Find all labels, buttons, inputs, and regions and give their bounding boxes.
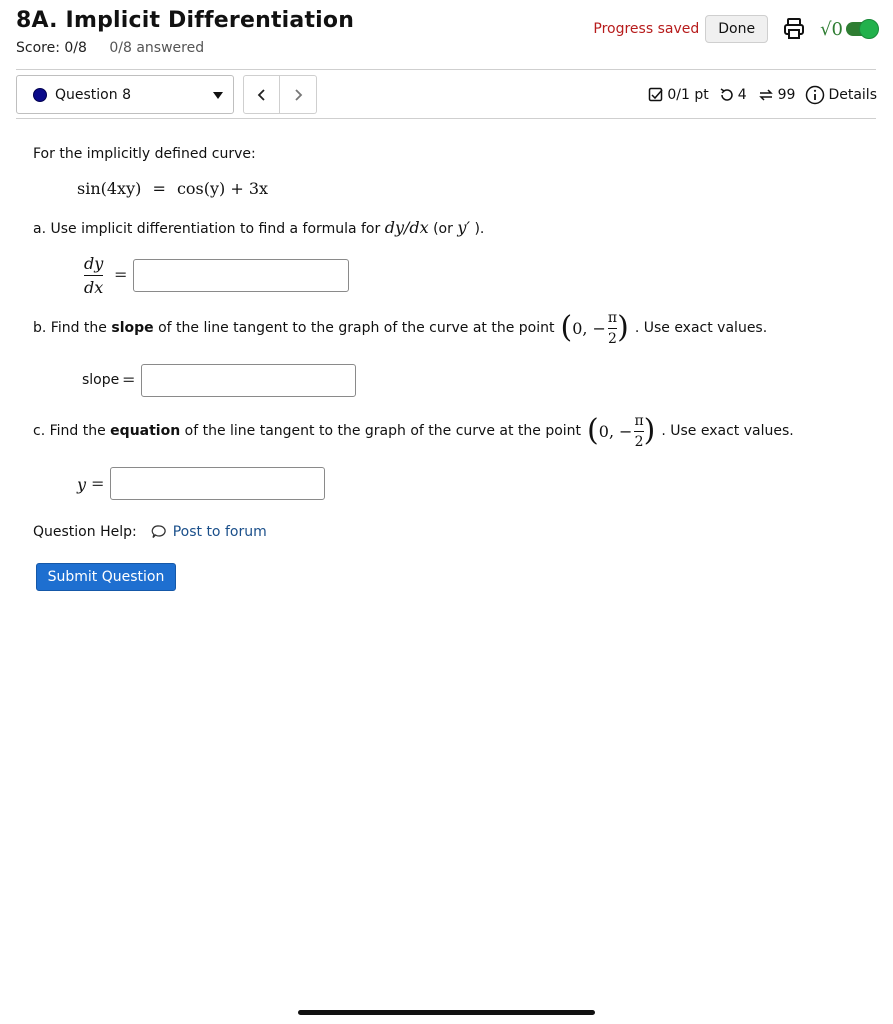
fraction-bar — [84, 275, 103, 276]
post-to-forum-label: Post to forum — [172, 524, 267, 540]
fraction-bar — [608, 328, 617, 329]
part-c-middle: of the line tangent to the graph of the curve at the point — [180, 423, 582, 439]
submit-question-button[interactable]: Submit Question — [36, 563, 176, 591]
dydx-frac — [84, 254, 103, 297]
next-question-button[interactable] — [280, 75, 317, 114]
retry-icon — [719, 87, 735, 103]
question-nav-buttons — [243, 75, 317, 114]
question-intro: For the implicitly defined curve: — [33, 146, 256, 162]
header-actions — [593, 14, 876, 44]
part-c-prompt — [33, 411, 794, 451]
divider-top — [16, 69, 876, 70]
part-a-middle: (or — [428, 221, 458, 237]
answered-count: 0/8 answered — [109, 40, 205, 56]
chevron-left-icon — [257, 88, 267, 102]
points-value: 0/1 pt — [667, 87, 709, 103]
point-c — [587, 413, 655, 450]
point-b-x: 0, — [572, 318, 588, 338]
done-button[interactable]: Done — [705, 15, 768, 43]
part-b-suffix: . Use exact values. — [634, 320, 768, 336]
question-select-label: Question 8 — [55, 86, 131, 103]
paren-open: ( — [587, 413, 599, 448]
y-label: y — [77, 475, 87, 494]
dydx-equals: = — [114, 265, 128, 284]
previous-question-button[interactable] — [243, 75, 280, 114]
point-c-frac — [634, 413, 643, 450]
divider-nav — [16, 118, 876, 119]
checkbox-icon — [648, 87, 664, 103]
part-a-dydx: dy/dx — [384, 218, 429, 237]
page-title: 8A. Implicit Differentiation — [16, 8, 355, 33]
printer-icon[interactable] — [782, 17, 806, 41]
versions-value: 99 — [777, 87, 796, 103]
page-header — [16, 6, 876, 62]
slope-label: slope — [82, 372, 120, 388]
speech-bubble-icon — [151, 524, 167, 540]
equation-equals: = — [152, 179, 166, 198]
part-a-prompt — [33, 218, 484, 237]
part-a-suffix: ). — [470, 221, 485, 237]
attempts-indicator — [719, 87, 747, 103]
slope-equals: = — [122, 370, 136, 389]
point-b-num: π — [607, 309, 618, 326]
curve-equation — [77, 179, 268, 198]
dydx-numerator: dy — [84, 254, 104, 273]
math-display-toggle[interactable] — [820, 19, 876, 40]
point-c-x: 0, — [598, 421, 615, 441]
paren-close: ) — [643, 413, 656, 448]
part-a-prefix: a. Use implicit differentiation to find a formula for — [33, 221, 385, 237]
part-b-bold: slope — [111, 320, 154, 336]
point-b-den: 2 — [608, 330, 617, 347]
swap-icon — [757, 87, 775, 103]
details-label: Details — [828, 87, 877, 103]
dydx-fraction — [84, 254, 103, 297]
toggle-switch[interactable] — [846, 22, 876, 36]
versions-indicator — [757, 87, 796, 103]
point-b-minus: − — [592, 318, 606, 338]
attempts-value: 4 — [737, 87, 747, 103]
part-c-prefix: c. Find the — [33, 423, 111, 439]
point-c-den: 2 — [634, 433, 644, 450]
point-b — [561, 310, 629, 347]
sqrt-icon: √0 — [820, 18, 843, 40]
part-c-suffix: . Use exact values. — [661, 423, 794, 439]
part-c-bold: equation — [110, 423, 181, 439]
info-icon — [805, 85, 825, 105]
answer-input-slope[interactable] — [141, 364, 356, 397]
chevron-down-icon — [213, 92, 223, 99]
equation-rhs: cos(y) + 3x — [176, 179, 269, 198]
post-to-forum-link[interactable] — [151, 524, 267, 540]
details-button[interactable] — [805, 85, 877, 105]
paren-close: ) — [617, 310, 629, 345]
chevron-right-icon — [293, 88, 303, 102]
points-indicator — [648, 87, 708, 103]
toggle-knob — [859, 19, 879, 39]
point-c-num: π — [634, 412, 644, 429]
question-meta — [648, 82, 877, 108]
question-help — [33, 524, 267, 540]
score-value: Score: 0/8 — [16, 40, 87, 56]
part-b-prompt — [33, 308, 767, 348]
question-help-label: Question Help: — [33, 524, 137, 540]
point-b-frac — [608, 310, 617, 347]
part-b-prefix: b. Find the — [33, 320, 112, 336]
fraction-bar — [634, 431, 643, 432]
progress-status: Progress saved — [593, 21, 700, 37]
answer-input-equation[interactable] — [110, 467, 325, 500]
dydx-denominator: dx — [84, 278, 104, 297]
score-line — [16, 40, 204, 56]
answer-input-dydx[interactable] — [133, 259, 349, 292]
paren-open: ( — [560, 310, 573, 345]
question-select[interactable] — [16, 75, 234, 114]
question-status-dot-icon — [33, 88, 47, 102]
part-b-middle: of the line tangent to the graph of the curve at the point — [153, 320, 555, 336]
y-equals: = — [91, 474, 105, 493]
equation-lhs: sin(4xy) — [77, 179, 142, 198]
point-c-minus: − — [619, 421, 633, 441]
home-indicator[interactable] — [298, 1010, 595, 1015]
part-a-yprime: y′ — [457, 218, 470, 237]
